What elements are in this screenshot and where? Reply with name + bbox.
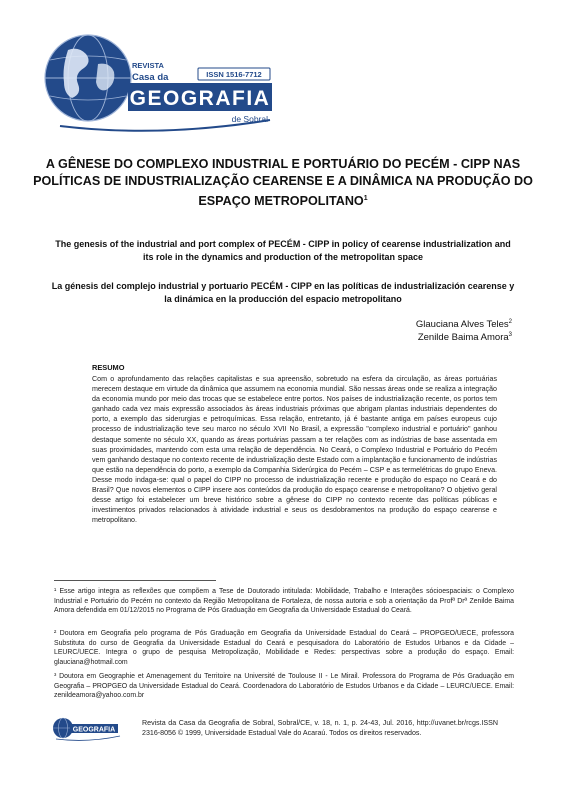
subtitle-english: The genesis of the industrial and port complex of PECÉM - CIPP in policy of cearense industrialization and its role in the dynamics and production of the metropolitan space	[55, 239, 511, 262]
logo-casa: Casa da	[132, 72, 169, 83]
logo-revista: REVISTA	[132, 61, 164, 70]
abstract-heading: RESUMO	[92, 363, 125, 372]
footnote-3: ³ Doutora em Geographie et Amenagement du Territoire na Université de Toulouse II - Le Mirail. Professora do Programa de Pós Graduação em Geografia – PROPGEO da Universidade Estadual do Ceará. Coordenadora do Laboratório de Estudos Urbanos e da Cidade – LEURC/UECE. Email: zenildeamora@yahoo.com.br	[54, 673, 514, 700]
subtitle-spanish: La génesis del complejo industrial y portuario PECÉM - CIPP en las políticas de industrialización cearense y la dinámica en la producción del espacio metropolitano	[51, 281, 515, 304]
abstract-body: Com o aprofundamento das relações capitalistas e sua apreensão, sobretudo na esfera da circulação, as áreas portuárias merecem destaque em virtude da dinâmica que assumem na economia mundial. São nessas áreas onde se realiza a integração da economia mundo por meio das trocas que se estabelece entre portos. Nos países de industrialização recente, os portos tem ganhado cada vez mais expressão associados às áreas industriais próximas que abrigam plantas industriais dependentes do porto, a exemplo das siderurgias e petroquímicas. Essa relação, entretanto, já é bastante antiga em países europeus cujo processo de industrialização teve seu marco no século XVII No Brasil, a expressão "complexo industrial e portuário" ganhou destaque somente no século XX, quando as áreas portuárias passam a ter relações com as indústrias de base assentada em suas proximidades, mantendo com esta uma relação de dependência. No Ceará, o Complexo Industrial e Portuário do Pecém vem ganhando destaque no contexto recente de industrialização deste Estado com a implantação e funcionamento de indústrias que estão na dependência do porto, a exemplo da Companhia Siderúrgica do Pecém – CSP e as termelétricas do grupo Eneva. Desse modo indaga-se: qual o papel do CIPP no processo de industrialização recente e produção do espaço no Ceará e do Brasil? Que novos elementos o CIPP insere aos conteúdos da produção do espaço cearense e metropolitano? O objetivo geral desse artigo foi estabelecer um breve histórico sobre a gênese do CIPP no contexto recente das políticas públicas e investimentos privados relacionados à atividade industrial e seus os desdobramentos na produção do espaço cearense e metropolitano.	[92, 375, 497, 525]
author-footnote-marker: 2	[508, 319, 512, 325]
title-footnote-marker: 1	[363, 195, 368, 202]
article-title-text: A GÊNESE DO COMPLEXO INDUSTRIAL E PORTUÁRIO DO PECÉM - CIPP NAS POLÍTICAS DE INDUSTRIALIZAÇÃO CEARENSE E A DINÂMICA NA PRODUÇÃO DO ESPAÇO METROPOLITANO	[33, 157, 533, 209]
article-title	[30, 156, 536, 210]
author-2	[418, 332, 512, 343]
footnote-1: ¹ Esse artigo integra as reflexões que compõem a Tese de Doutorado intitulada: Mobilidade, Trabalho e Interações sócioespaciais: o Complexo Industrial e Portuário do Pecém no contexto da Região Metropolitana de Fortaleza, de nossa autoria e sob a orientação da Profª Drª Zenilde Baima Amora defendida em 01/12/2015 no Programa de Pós Graduação em Geografia da Universidade Estadual do Ceará.	[54, 588, 514, 615]
footer-journal-logo	[52, 715, 122, 743]
footer-logo-geografia: GEOGRAFIA	[72, 726, 116, 734]
globe-icon	[45, 35, 131, 121]
issn-label: ISSN 1516-7712	[206, 70, 262, 79]
footnote-2: ² Doutora em Geografia pelo programa de Pós Graduação em Geografia da Universidade Estadual do Ceará – PROPGEO/UECE, professora Substituta do curso de Geografia da Universidade Estadual do Ceará e pesquisadora do Laboratório de Estudos Urbanos e da Cidade – LEURC/UECE. Integra o grupo de pesquisa Metropolização, Mobilidade e Redes: perspectivas sobre a produção do espaço. Email: glauciana@hotmail.com	[54, 630, 514, 667]
logo-geografia: GEOGRAFIA	[129, 87, 271, 110]
journal-logo	[40, 30, 280, 140]
author-name: Glauciana Alves Teles	[415, 319, 509, 331]
author-1	[416, 319, 512, 330]
citation-text: Revista da Casa da Geografia de Sobral, Sobral/CE, v. 18, n. 1, p. 24-43, Jul. 2016, http://uvanet.br/rcgs.ISSN 2316-8056 © 1999, Universidade Estadual Vale do Acaraú. Todos os direitos reservados.	[142, 719, 498, 738]
footnote-divider	[54, 580, 216, 581]
author-footnote-marker: 3	[508, 332, 512, 338]
logo-sobral: de Sobral	[231, 114, 268, 124]
author-name: Zenilde Baima Amora	[417, 332, 509, 344]
